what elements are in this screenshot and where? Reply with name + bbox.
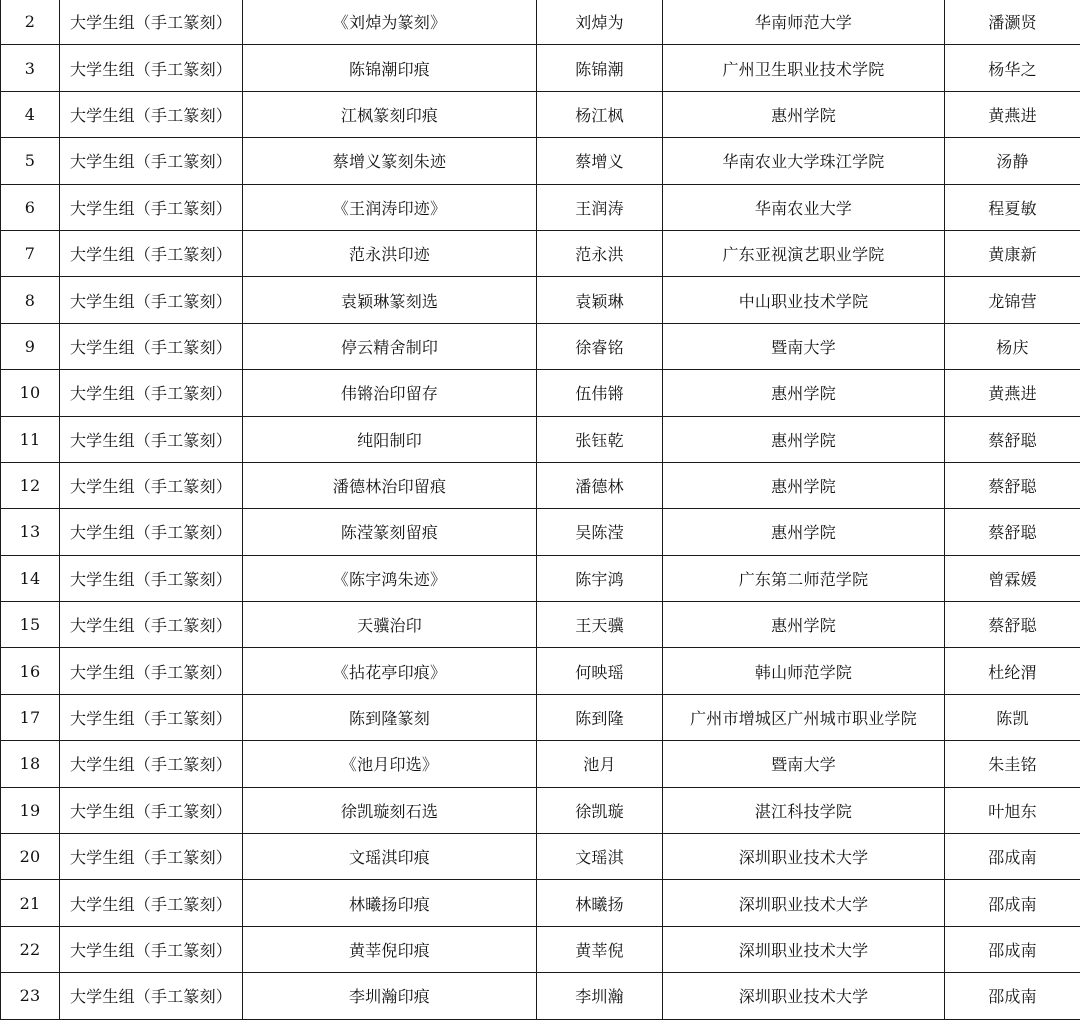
author-cell: 伍伟锵 bbox=[537, 370, 663, 416]
work-title-cell: 天骥治印 bbox=[243, 602, 537, 648]
author-cell: 范永洪 bbox=[537, 230, 663, 276]
row-number-cell: 4 bbox=[1, 91, 60, 137]
work-title-cell: 停云精舍制印 bbox=[243, 323, 537, 369]
school-cell: 广东第二师范学院 bbox=[663, 555, 945, 601]
group-cell: 大学生组（手工篆刻） bbox=[60, 880, 243, 926]
teacher-cell: 杜纶渭 bbox=[945, 648, 1080, 694]
group-cell: 大学生组（手工篆刻） bbox=[60, 416, 243, 462]
table-row bbox=[1, 880, 1080, 926]
author-cell: 潘德林 bbox=[537, 462, 663, 508]
table-row bbox=[1, 694, 1080, 740]
author-cell: 陈锦潮 bbox=[537, 45, 663, 91]
author-cell: 刘焯为 bbox=[537, 0, 663, 45]
table-row bbox=[1, 370, 1080, 416]
group-cell: 大学生组（手工篆刻） bbox=[60, 741, 243, 787]
work-title-cell: 潘德林治印留痕 bbox=[243, 462, 537, 508]
row-number-cell: 19 bbox=[1, 787, 60, 833]
group-cell: 大学生组（手工篆刻） bbox=[60, 323, 243, 369]
group-cell: 大学生组（手工篆刻） bbox=[60, 230, 243, 276]
row-number-cell: 12 bbox=[1, 462, 60, 508]
table-row bbox=[1, 973, 1080, 1019]
row-number-cell: 6 bbox=[1, 184, 60, 230]
teacher-cell: 邵成南 bbox=[945, 880, 1080, 926]
table-row bbox=[1, 184, 1080, 230]
group-cell: 大学生组（手工篆刻） bbox=[60, 973, 243, 1019]
group-cell: 大学生组（手工篆刻） bbox=[60, 184, 243, 230]
row-number-cell: 8 bbox=[1, 277, 60, 323]
group-cell: 大学生组（手工篆刻） bbox=[60, 926, 243, 972]
teacher-cell: 朱圭铭 bbox=[945, 741, 1080, 787]
work-title-cell: 伟锵治印留存 bbox=[243, 370, 537, 416]
row-number-cell: 2 bbox=[1, 0, 60, 45]
group-cell: 大学生组（手工篆刻） bbox=[60, 648, 243, 694]
author-cell: 文瑶淇 bbox=[537, 834, 663, 880]
work-title-cell: 纯阳制印 bbox=[243, 416, 537, 462]
work-title-cell: 陈锦潮印痕 bbox=[243, 45, 537, 91]
school-cell: 华南农业大学 bbox=[663, 184, 945, 230]
teacher-cell: 叶旭东 bbox=[945, 787, 1080, 833]
group-cell: 大学生组（手工篆刻） bbox=[60, 0, 243, 45]
row-number-cell: 18 bbox=[1, 741, 60, 787]
school-cell: 广州卫生职业技术学院 bbox=[663, 45, 945, 91]
group-cell: 大学生组（手工篆刻） bbox=[60, 509, 243, 555]
author-cell: 徐睿铭 bbox=[537, 323, 663, 369]
author-cell: 吴陈滢 bbox=[537, 509, 663, 555]
group-cell: 大学生组（手工篆刻） bbox=[60, 834, 243, 880]
teacher-cell: 邵成南 bbox=[945, 926, 1080, 972]
author-cell: 陈到隆 bbox=[537, 694, 663, 740]
school-cell: 暨南大学 bbox=[663, 323, 945, 369]
row-number-cell: 13 bbox=[1, 509, 60, 555]
work-title-cell: 《刘焯为篆刻》 bbox=[243, 0, 537, 45]
teacher-cell: 杨庆 bbox=[945, 323, 1080, 369]
work-title-cell: 陈滢篆刻留痕 bbox=[243, 509, 537, 555]
author-cell: 池月 bbox=[537, 741, 663, 787]
author-cell: 林曦扬 bbox=[537, 880, 663, 926]
group-cell: 大学生组（手工篆刻） bbox=[60, 277, 243, 323]
group-cell: 大学生组（手工篆刻） bbox=[60, 462, 243, 508]
row-number-cell: 21 bbox=[1, 880, 60, 926]
work-title-cell: 《池月印选》 bbox=[243, 741, 537, 787]
group-cell: 大学生组（手工篆刻） bbox=[60, 45, 243, 91]
author-cell: 何映瑶 bbox=[537, 648, 663, 694]
teacher-cell: 曾霖媛 bbox=[945, 555, 1080, 601]
row-number-cell: 7 bbox=[1, 230, 60, 276]
school-cell: 华南师范大学 bbox=[663, 0, 945, 45]
school-cell: 深圳职业技术大学 bbox=[663, 834, 945, 880]
school-cell: 深圳职业技术大学 bbox=[663, 973, 945, 1019]
author-cell: 王天骥 bbox=[537, 602, 663, 648]
table-row bbox=[1, 416, 1080, 462]
school-cell: 惠州学院 bbox=[663, 416, 945, 462]
author-cell: 黄莘倪 bbox=[537, 926, 663, 972]
table-row bbox=[1, 509, 1080, 555]
school-cell: 广州市增城区广州城市职业学院 bbox=[663, 694, 945, 740]
teacher-cell: 陈凯 bbox=[945, 694, 1080, 740]
table-row bbox=[1, 602, 1080, 648]
school-cell: 惠州学院 bbox=[663, 509, 945, 555]
school-cell: 暨南大学 bbox=[663, 741, 945, 787]
teacher-cell: 蔡舒聪 bbox=[945, 462, 1080, 508]
row-number-cell: 20 bbox=[1, 834, 60, 880]
school-cell: 惠州学院 bbox=[663, 370, 945, 416]
teacher-cell: 龙锦营 bbox=[945, 277, 1080, 323]
row-number-cell: 22 bbox=[1, 926, 60, 972]
work-title-cell: 文瑶淇印痕 bbox=[243, 834, 537, 880]
teacher-cell: 蔡舒聪 bbox=[945, 509, 1080, 555]
author-cell: 李圳瀚 bbox=[537, 973, 663, 1019]
row-number-cell: 3 bbox=[1, 45, 60, 91]
group-cell: 大学生组（手工篆刻） bbox=[60, 370, 243, 416]
school-cell: 惠州学院 bbox=[663, 91, 945, 137]
table-body bbox=[1, 0, 1080, 1019]
teacher-cell: 潘灏贤 bbox=[945, 0, 1080, 45]
work-title-cell: 袁颖琳篆刻选 bbox=[243, 277, 537, 323]
work-title-cell: 《陈宇鸿朱迹》 bbox=[243, 555, 537, 601]
row-number-cell: 9 bbox=[1, 323, 60, 369]
row-number-cell: 14 bbox=[1, 555, 60, 601]
table-row bbox=[1, 555, 1080, 601]
school-cell: 惠州学院 bbox=[663, 462, 945, 508]
table-row bbox=[1, 277, 1080, 323]
work-title-cell: 黄莘倪印痕 bbox=[243, 926, 537, 972]
table-row bbox=[1, 91, 1080, 137]
school-cell: 韩山师范学院 bbox=[663, 648, 945, 694]
group-cell: 大学生组（手工篆刻） bbox=[60, 694, 243, 740]
group-cell: 大学生组（手工篆刻） bbox=[60, 138, 243, 184]
work-title-cell: 江枫篆刻印痕 bbox=[243, 91, 537, 137]
teacher-cell: 程夏敏 bbox=[945, 184, 1080, 230]
author-cell: 袁颖琳 bbox=[537, 277, 663, 323]
school-cell: 广东亚视演艺职业学院 bbox=[663, 230, 945, 276]
row-number-cell: 17 bbox=[1, 694, 60, 740]
work-title-cell: 范永洪印迹 bbox=[243, 230, 537, 276]
author-cell: 陈宇鸿 bbox=[537, 555, 663, 601]
table-row bbox=[1, 323, 1080, 369]
group-cell: 大学生组（手工篆刻） bbox=[60, 602, 243, 648]
author-cell: 蔡增义 bbox=[537, 138, 663, 184]
table-row bbox=[1, 834, 1080, 880]
table-row bbox=[1, 648, 1080, 694]
school-cell: 惠州学院 bbox=[663, 602, 945, 648]
row-number-cell: 16 bbox=[1, 648, 60, 694]
table-row bbox=[1, 787, 1080, 833]
teacher-cell: 蔡舒聪 bbox=[945, 416, 1080, 462]
row-number-cell: 5 bbox=[1, 138, 60, 184]
group-cell: 大学生组（手工篆刻） bbox=[60, 787, 243, 833]
work-title-cell: 林曦扬印痕 bbox=[243, 880, 537, 926]
work-title-cell: 李圳瀚印痕 bbox=[243, 973, 537, 1019]
table-row bbox=[1, 462, 1080, 508]
row-number-cell: 11 bbox=[1, 416, 60, 462]
row-number-cell: 23 bbox=[1, 973, 60, 1019]
author-cell: 徐凯璇 bbox=[537, 787, 663, 833]
table-row bbox=[1, 230, 1080, 276]
work-title-cell: 徐凯璇刻石选 bbox=[243, 787, 537, 833]
group-cell: 大学生组（手工篆刻） bbox=[60, 91, 243, 137]
table-row bbox=[1, 45, 1080, 91]
teacher-cell: 邵成南 bbox=[945, 973, 1080, 1019]
row-number-cell: 10 bbox=[1, 370, 60, 416]
teacher-cell: 黄燕进 bbox=[945, 370, 1080, 416]
teacher-cell: 蔡舒聪 bbox=[945, 602, 1080, 648]
school-cell: 深圳职业技术大学 bbox=[663, 926, 945, 972]
work-title-cell: 陈到隆篆刻 bbox=[243, 694, 537, 740]
teacher-cell: 黄燕进 bbox=[945, 91, 1080, 137]
table-row bbox=[1, 0, 1080, 45]
school-cell: 深圳职业技术大学 bbox=[663, 880, 945, 926]
table-row bbox=[1, 926, 1080, 972]
author-cell: 杨江枫 bbox=[537, 91, 663, 137]
school-cell: 华南农业大学珠江学院 bbox=[663, 138, 945, 184]
author-cell: 王润涛 bbox=[537, 184, 663, 230]
work-title-cell: 蔡增义篆刻朱迹 bbox=[243, 138, 537, 184]
teacher-cell: 杨华之 bbox=[945, 45, 1080, 91]
table-row bbox=[1, 138, 1080, 184]
teacher-cell: 邵成南 bbox=[945, 834, 1080, 880]
row-number-cell: 15 bbox=[1, 602, 60, 648]
teacher-cell: 黄康新 bbox=[945, 230, 1080, 276]
school-cell: 中山职业技术学院 bbox=[663, 277, 945, 323]
author-cell: 张钰乾 bbox=[537, 416, 663, 462]
work-title-cell: 《拈花亭印痕》 bbox=[243, 648, 537, 694]
table-row bbox=[1, 741, 1080, 787]
work-title-cell: 《王润涛印迹》 bbox=[243, 184, 537, 230]
teacher-cell: 汤静 bbox=[945, 138, 1080, 184]
school-cell: 湛江科技学院 bbox=[663, 787, 945, 833]
group-cell: 大学生组（手工篆刻） bbox=[60, 555, 243, 601]
